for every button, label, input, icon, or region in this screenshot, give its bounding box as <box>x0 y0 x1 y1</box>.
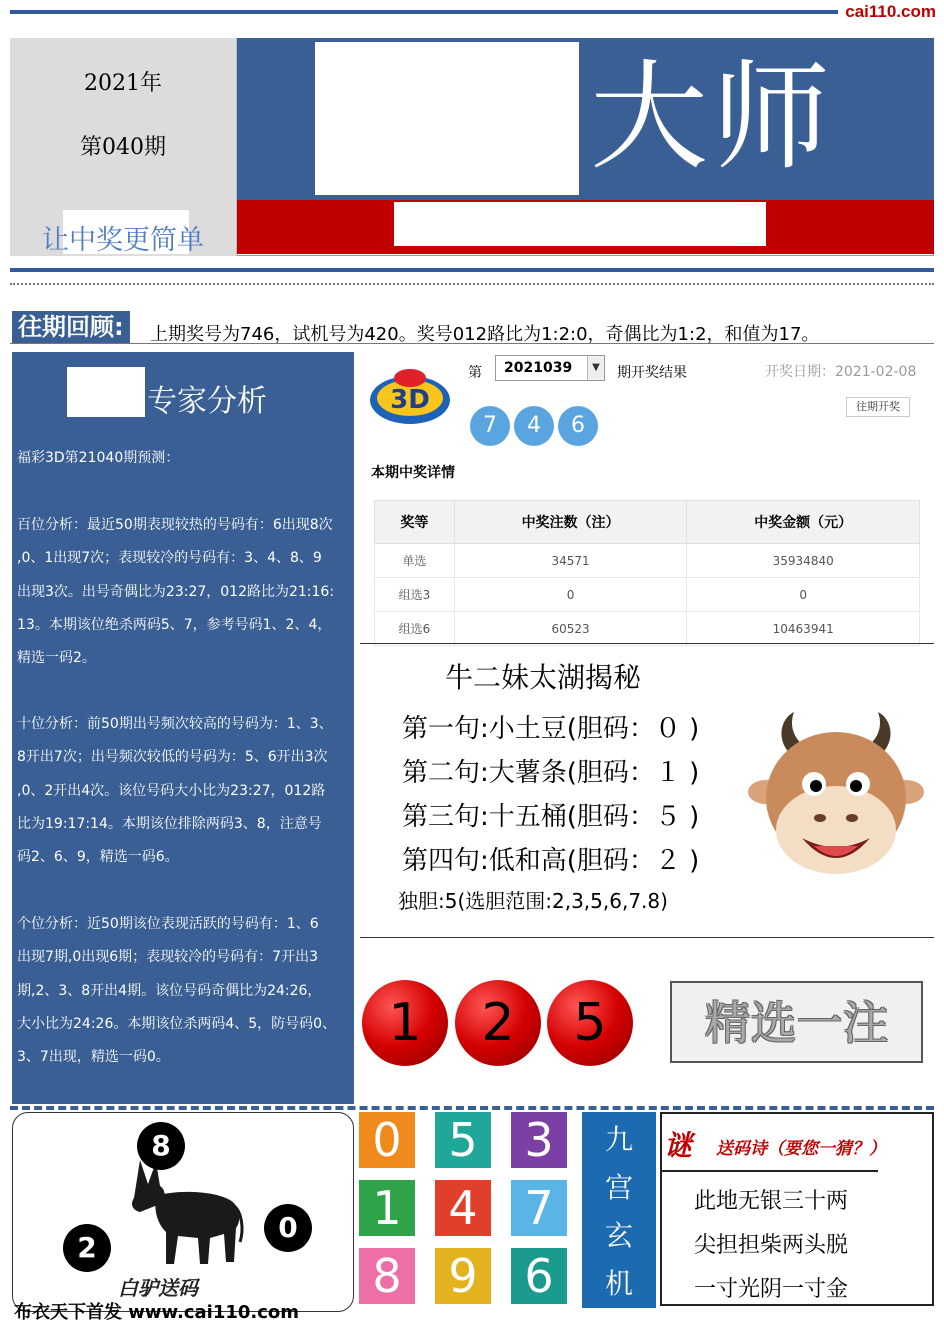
analysis-intro: 福彩3D第21040期预测： <box>17 450 180 466</box>
side-char: 九 <box>604 1123 633 1156</box>
year-panel <box>10 38 237 256</box>
result-ball: 4 <box>514 406 554 446</box>
table-cell: 0 <box>687 578 920 612</box>
3d-logo-text: 3D <box>390 385 430 415</box>
slogan: 让中奖更简单 <box>42 225 204 256</box>
table-header-row <box>375 501 920 544</box>
table-cell: 60523 <box>454 612 687 646</box>
poem-line: 尖担担柴两头脱 <box>694 1233 849 1258</box>
analysis-panel <box>12 352 354 1104</box>
redacted-block <box>67 367 145 417</box>
section-divider <box>360 937 934 938</box>
poem-line: 一寸光阴一寸金 <box>694 1277 849 1302</box>
donkey-tag: 白驴送码 <box>118 1276 198 1300</box>
header-rule <box>10 268 934 272</box>
table-cell: 组选6 <box>375 612 455 646</box>
side-char: 机 <box>604 1267 633 1300</box>
result-label: 期开奖结果 <box>617 365 687 381</box>
detail-title: 本期中奖详情 <box>371 465 455 481</box>
review-divider <box>10 343 934 344</box>
top-rule <box>10 10 838 14</box>
issue-prefix: 第 <box>468 365 482 381</box>
table-header: 奖等 <box>375 501 455 544</box>
draw-date: 开奖日期：2021-02-08 <box>765 364 917 380</box>
pick-label: 精选一注 <box>704 996 889 1050</box>
review-text: 上期奖号为746，试机号为420。奖号012路比为1:2:0，奇偶比为1:2，和值为17。 <box>150 324 820 345</box>
side-char: 宫 <box>604 1171 633 1204</box>
section-divider <box>360 643 934 644</box>
grid-cell: 5 <box>435 1112 491 1168</box>
grid-cell: 8 <box>359 1248 415 1304</box>
table-cell: 单选 <box>375 544 455 578</box>
footer-text: 布衣天下首发 www.cai110.com <box>14 1302 300 1323</box>
3d-logo-icon <box>368 366 452 428</box>
nine-grid-side <box>582 1112 656 1308</box>
donkey-number: 2 <box>63 1224 111 1272</box>
grid-cell: 9 <box>435 1248 491 1304</box>
table-row <box>375 612 920 646</box>
riddle-title: 牛二妹太湖揭秘 <box>445 661 642 694</box>
donkey-number: 8 <box>137 1122 185 1170</box>
chevron-down-icon[interactable]: ▼ <box>587 356 604 380</box>
table-header: 中奖金额（元） <box>687 501 920 544</box>
result-ball: 6 <box>558 406 598 446</box>
grid-cell: 6 <box>511 1248 567 1304</box>
grid-cell: 0 <box>359 1112 415 1168</box>
riddle-line: 第三句:十五桶(胆码：５ ) <box>402 802 700 832</box>
past-draws-button[interactable]: 往期开奖 <box>846 397 910 417</box>
analysis-tens: 十位分析：前50期出号频次较高的号码为：1、3、 8开出7次；出号频次较低的号码为：5、6开出3次 ,0、2开出4次。该位号码大小比为23:27，012路 比为19:17:14。本期该位排除两码3、8，注意号 码2、6、9，精选一码6。 <box>17 716 333 866</box>
side-char: 玄 <box>604 1219 633 1252</box>
result-ball: 7 <box>470 406 510 446</box>
poem-title: 送码诗（要您一猜？） <box>716 1139 886 1159</box>
single-bold-pick: 独胆:5(选胆范围:2,3,5,6,7.8) <box>398 889 668 913</box>
prize-table <box>374 500 920 646</box>
grid-cell: 3 <box>511 1112 567 1168</box>
grid-cell: 7 <box>511 1180 567 1236</box>
master-title: 大师 <box>590 48 835 186</box>
table-cell: 0 <box>454 578 687 612</box>
pick-ball: 5 <box>547 980 633 1066</box>
grid-cell: 1 <box>359 1180 415 1236</box>
redacted-block <box>315 42 579 195</box>
site-url[interactable]: cai110.com <box>845 2 936 21</box>
pick-ball: 2 <box>455 980 541 1066</box>
poem-divider <box>662 1170 878 1172</box>
poem-line: 此地无银三十两 <box>694 1189 849 1214</box>
table-header: 中奖注数（注） <box>454 501 687 544</box>
analysis-title: 专家分析 <box>147 384 267 419</box>
donkey-number: 0 <box>264 1204 312 1252</box>
dotted-divider <box>10 283 934 285</box>
table-cell: 10463941 <box>687 612 920 646</box>
riddle-line: 第一句:小土豆(胆码：０ ) <box>402 714 700 744</box>
riddle-icon: 谜 <box>664 1129 693 1162</box>
pick-ball: 1 <box>362 980 448 1066</box>
dashed-divider <box>10 1106 934 1110</box>
issue-text: 第040期 <box>80 135 166 160</box>
year-text: 2021年 <box>84 71 162 96</box>
table-row <box>375 578 920 612</box>
issue-select[interactable] <box>495 355 605 381</box>
donkey-icon <box>126 1150 246 1268</box>
riddle-line: 第四句:低和高(胆码：２ ) <box>402 846 700 876</box>
table-row <box>375 544 920 578</box>
analysis-units: 个位分析：近50期该位表现活跃的号码有：1、6 出现7期,0出现6期；表现较冷的号码有：7开出3 期,2、3、8开出4期。该位号码奇偶比为24:26， 大小比为24:26。本期该位杀两码4、5，防号码0、 3、7出现，精选一码0。 <box>17 916 337 1066</box>
cow-mascot-icon <box>748 706 924 886</box>
issue-select-value: 2021039 <box>504 360 573 376</box>
review-label: 往期回顾: <box>12 311 130 343</box>
riddle-line: 第二句:大薯条(胆码：１ ) <box>402 758 700 788</box>
table-cell: 34571 <box>454 544 687 578</box>
redacted-block <box>394 202 766 246</box>
pick-label-box <box>670 981 923 1063</box>
table-cell: 组选3 <box>375 578 455 612</box>
analysis-hundreds: 百位分析：最近50期表现较热的号码有：6出现8次 ,0、1出现7次；表现较冷的号码有：3、4、8、9 出现3次。出号奇偶比为23:27，012路比为21:16: 13。本期该位绝杀两码5、7，参考号码1、2、4， 精选一码2。 <box>17 517 335 667</box>
table-cell: 35934840 <box>687 544 920 578</box>
grid-cell: 4 <box>435 1180 491 1236</box>
